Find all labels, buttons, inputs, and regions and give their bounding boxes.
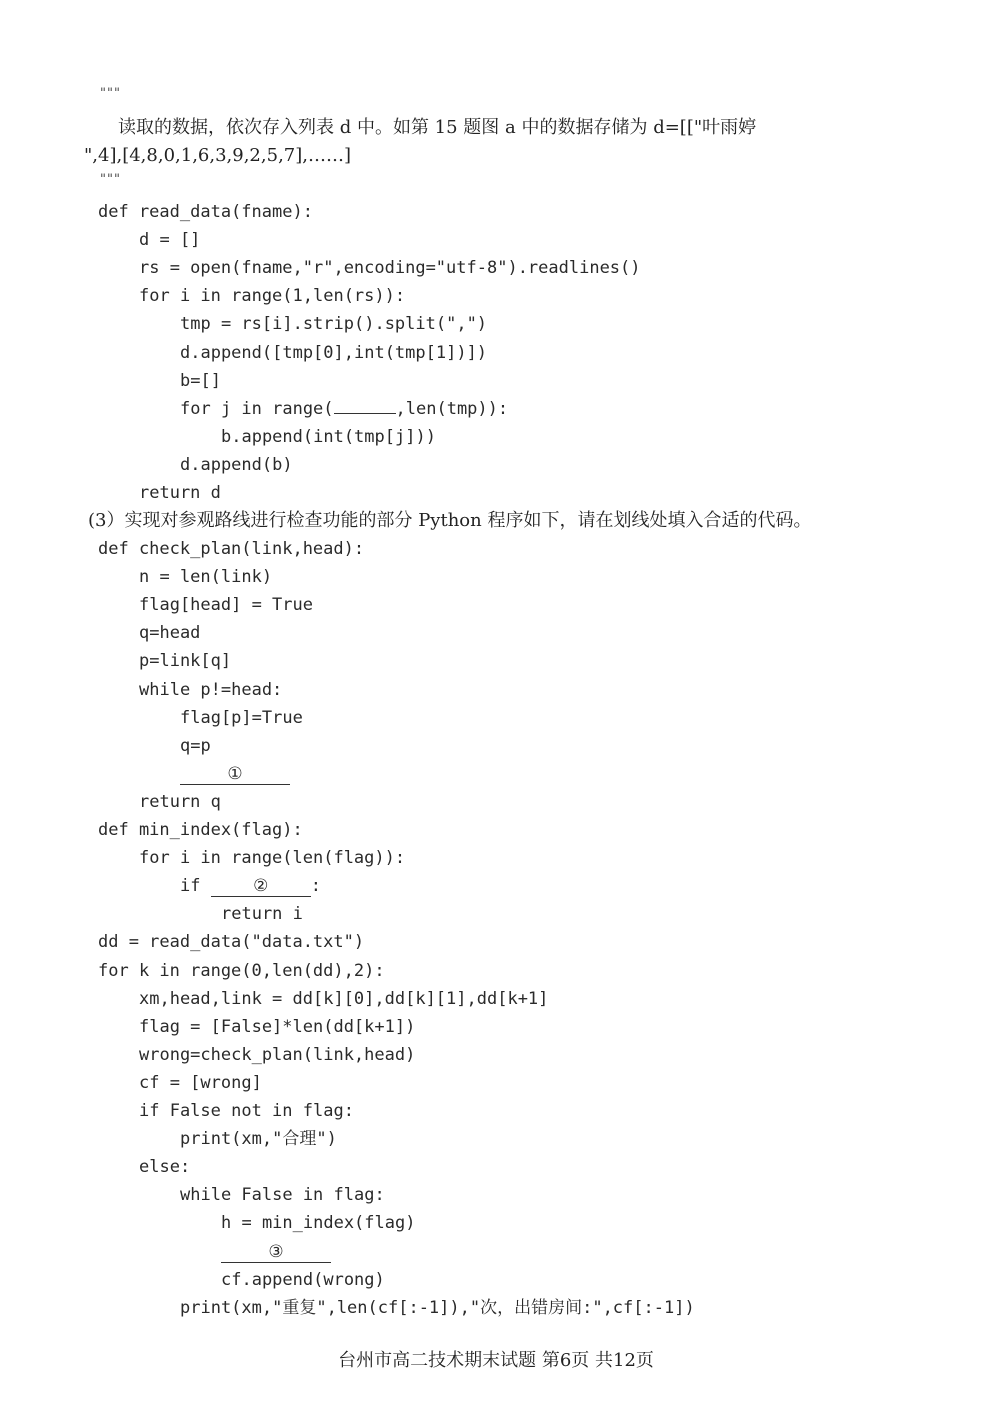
code-line: p=link[q] <box>139 651 232 672</box>
code-line: rs = open(fname,"r",encoding="utf-8").readlines() <box>139 258 641 279</box>
code-line: print(xm,"重复",len(cf[:-1]),"次，出错房间:",cf[:-1]) <box>180 1297 695 1318</box>
code-line: for k in range(0,len(dd),2): <box>98 960 385 981</box>
code-line: d.append(b) <box>180 454 293 475</box>
code-text: ,len(tmp)): <box>395 398 509 419</box>
code-line: print(xm,"合理") <box>180 1129 337 1150</box>
code-line: wrong=check_plan(link,head) <box>139 1044 416 1065</box>
code-line: return q <box>139 791 221 812</box>
answer-blank[interactable]: ② <box>211 876 311 897</box>
code-line: d.append([tmp[0],int(tmp[1])]) <box>180 342 488 363</box>
answer-blank[interactable]: ③ <box>221 1242 331 1263</box>
code-line: while False in flag: <box>180 1185 385 1206</box>
docstring-mark-bottom: """ <box>100 172 121 187</box>
code-text: if <box>180 876 211 897</box>
intro-line-1: 读取的数据，依次存入列表 d 中。如第 15 题图 a 中的数据存储为 d=[["叶雨婷 <box>118 117 757 138</box>
code-line <box>221 1240 331 1264</box>
code-line: def read_data(fname): <box>98 202 313 222</box>
code-line: d = [] <box>139 230 201 251</box>
code-line: return d <box>139 483 221 503</box>
code-line <box>180 762 290 786</box>
code-line: cf = [wrong] <box>139 1072 262 1093</box>
code-line: q=head <box>139 623 201 644</box>
code-line: for i in range(1,len(rs)): <box>139 286 406 307</box>
code-line: flag = [False]*len(dd[k+1]) <box>139 1016 416 1037</box>
code-text: : <box>310 876 321 897</box>
code-text: for j in range( <box>180 398 334 419</box>
intro-line-2: ",4],[4,8,0,1,6,3,9,2,5,7],……] <box>84 145 352 166</box>
code-line: n = len(link) <box>139 567 273 588</box>
code-line <box>180 397 508 421</box>
code-line: h = min_index(flag) <box>221 1213 416 1234</box>
code-line: def check_plan(link,head): <box>98 539 365 559</box>
code-line: cf.append(wrong) <box>221 1269 385 1290</box>
code-line: tmp = rs[i].strip().split(",") <box>180 314 488 335</box>
code-line: return i <box>221 904 303 925</box>
code-line: dd = read_data("data.txt") <box>98 932 365 953</box>
code-line: flag[head] = True <box>139 595 313 616</box>
code-line: q=p <box>180 735 211 756</box>
section-3-heading: (3）实现对参观路线进行检查功能的部分 Python 程序如下，请在划线处填入合适的代码。 <box>88 510 812 531</box>
docstring-mark-top: """ <box>100 86 121 101</box>
code-line: xm,head,link = dd[k][0],dd[k][1],dd[k+1] <box>139 988 549 1009</box>
code-line: b=[] <box>180 370 221 391</box>
code-line: if False not in flag: <box>139 1101 354 1121</box>
code-line: for i in range(len(flag)): <box>139 848 406 869</box>
code-line: else: <box>139 1157 191 1178</box>
page-footer: 台州市高二技术期末试题 第6页 共12页 <box>338 1350 654 1371</box>
code-line: while p!=head: <box>139 679 283 700</box>
answer-blank[interactable]: ① <box>180 764 290 785</box>
code-line: def min_index(flag): <box>98 820 303 840</box>
code-line: b.append(int(tmp[j])) <box>221 426 436 447</box>
code-line <box>180 874 321 898</box>
answer-blank[interactable] <box>334 413 396 414</box>
code-line: flag[p]=True <box>180 707 303 728</box>
